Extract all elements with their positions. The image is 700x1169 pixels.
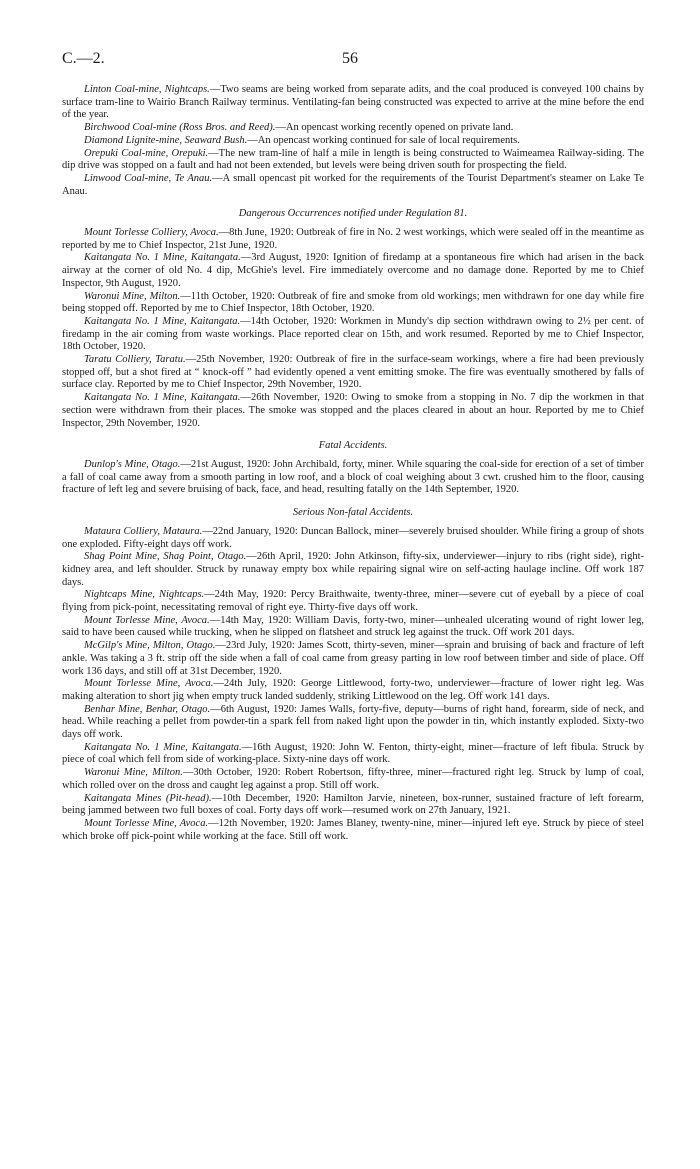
entry-text: —14th October, 1920: Workmen in Mundy's dip section withdrawn owing to 2½ per cent. of firedamp in the air coming from waste workings. Place reported clear on 15th, and work resumed. Reported by me to Chief Inspector, 18th October, 1920.	[62, 315, 644, 353]
occurrence-paragraph	[62, 227, 644, 252]
occurrence-paragraph	[62, 291, 644, 316]
occurrence-paragraph	[62, 316, 644, 354]
entry-text: —An opencast working recently opened on private land.	[275, 122, 514, 134]
entry-text: —A small opencast pit worked for the requirements of the Tourist Department's steamer on Lake Te Anau.	[62, 172, 644, 197]
entry-title: Kaitangata No. 1 Mine, Kaitangata.	[84, 392, 241, 404]
entry-text: —24th May, 1920: Percy Braithwaite, twenty-three, miner—severe cut of eyeball by a piece of coal flying from pick-point, necessitating removal of right eye. Thirty-five days off work.	[62, 589, 644, 614]
entry-text: —14th May, 1920: William Davis, forty-two, miner—unhealed ulcerating wound of right lower leg, said to have been caused while trucking, when he slipped on flatsheet and struck leg against the truck. Off work 201 days.	[62, 614, 644, 639]
entry-title: Kaitangata Mines (Pit-head).	[84, 792, 212, 804]
entry-title: Linton Coal-mine, Nightcaps.	[84, 84, 210, 95]
mine-paragraph	[62, 84, 644, 122]
entry-text: —22nd January, 1920: Duncan Ballock, miner—severely bruised shoulder. While firing a group of shots one exploded. Fifty-eight days off work.	[62, 525, 644, 550]
entry-text: —3rd August, 1920: Ignition of firedamp at a spontaneous fire which had arisen in the back airway at the corner of old No. 4 dip, McGhie's level. Fire immediately overcome and no damage done. Reported by me to Chief Inspector, 9th August, 1920.	[62, 252, 644, 289]
entry-title: Shag Point Mine, Shag Point, Otago.	[84, 551, 247, 563]
dangerous-occurrences-section	[62, 227, 644, 430]
entry-text: —Two seams are being worked from separate adits, and the coal produced is conveyed 100 chains by surface tram-line to Wairio Branch Railway terminus. Ventilating-fan being constructed was expected to arrive at the mine before the end of the year.	[62, 84, 644, 121]
entry-title: Kaitangata No. 1 Mine, Kaitangata.	[84, 252, 241, 264]
mine-paragraph	[62, 135, 644, 148]
entry-title: Mount Torlesse Mine, Avoca.	[84, 817, 209, 829]
entry-text: —30th October, 1920: Robert Robertson, fifty-three, miner—fractured right leg. Struck by lump of coal, which rolled over on the dross and caught leg against a prop. Still off work.	[62, 767, 644, 791]
mine-paragraph	[62, 122, 644, 135]
entry-text: —An opencast working continued for sale of local requirements.	[247, 134, 520, 146]
entry-text: —16th August, 1920: John W. Fenton, thirty-eight, miner—fracture of left fibula. Struck by piece of coal which fell from side of working-place. Sixty-nine days off work.	[62, 741, 644, 766]
serious-accidents-section	[62, 526, 644, 844]
accident-paragraph	[62, 767, 644, 792]
intro-section	[62, 84, 644, 198]
entry-title: Benhar Mine, Benhar, Otago.	[84, 703, 211, 715]
entry-text: —8th June, 1920: Outbreak of fire in No. 2 west workings, which were sealed off in the meantime as reported by me to Chief Inspector, 21st June, 1920.	[62, 227, 644, 251]
occurrence-paragraph	[62, 392, 644, 430]
entry-title: Mount Torlesse Mine, Avoca.	[84, 614, 210, 626]
entry-title: Nightcaps Mine, Nightcaps.	[84, 589, 205, 601]
accident-paragraph	[62, 615, 644, 640]
occurrence-paragraph	[62, 354, 644, 392]
entry-text: —24th July, 1920: George Littlewood, forty-two, underviewer—fracture of lower right leg. Was making alteration to short jig when empty truck landed suddenly, striking Littlewood on the leg. Off work 141 days.	[62, 678, 644, 702]
entry-title: Mount Torlesse Colliery, Avoca.	[84, 227, 219, 239]
fatal-accidents-heading: Fatal Accidents.	[318, 440, 388, 452]
accident-paragraph	[62, 793, 644, 818]
fatal-accident-paragraph	[62, 459, 644, 497]
entry-title: Mount Torlesse Mine, Avoca.	[84, 678, 214, 690]
entry-text: —12th November, 1920: James Blaney, twenty-nine, miner—injured left eye. Struck by piece of steel which broke off pick-point while working at the face. Still off work.	[62, 817, 645, 842]
entry-title: Orepuki Coal-mine, Orepuki.	[84, 147, 209, 159]
entry-text: —10th December, 1920: Hamilton Jarvie, nineteen, box-runner, sustained fracture of left forearm, being jammed between two full boxes of coal. Forty days off work—resumed work on 27th January, 1921.	[62, 792, 644, 817]
accident-paragraph	[62, 640, 644, 678]
accident-paragraph	[62, 704, 644, 742]
entry-title: Taratu Colliery, Taratu.	[84, 354, 186, 366]
entry-text: —26th April, 1920: John Atkinson, fifty-six, underviewer—injury to ribs (right side), right-kidney area, and left shoulder. Struck by runaway empty box while repairing signal wire on self-acting haulage incline. Off work 187 days.	[62, 551, 644, 588]
entry-title: Kaitangata No. 1 Mine, Kaitangata.	[84, 315, 241, 327]
entry-text: —11th October, 1920: Outbreak of fire and smoke from old workings; men withdrawn for one day while fire being stopped off. Reported by me to Chief Inspector, 18th October, 1920.	[62, 290, 644, 315]
entry-text: —25th November, 1920: Outbreak of fire in the surface-seam workings, where a fire had been previously stopped off, but a shot fired at “ knock-off ” had evidently opened a vent emitting smoke. The fire was eventually smothered by falls of surface clay. Reported by me to Chief Inspector, 29th November, 1920.	[62, 354, 645, 391]
entry-title: Kaitangata No. 1 Mine, Kaitangata.	[84, 741, 242, 753]
dangerous-occurrences-heading: Dangerous Occurrences notified under Regulation 81.	[238, 208, 468, 220]
entry-title: Dunlop's Mine, Otago.	[84, 458, 181, 470]
entry-text: —23rd July, 1920: James Scott, thirty-seven, miner—sprain and bruising of back and fracture of left ankle. Was taking a 3 ft. strip off the side when a fall of coal came from greasy parting in low roof between timber and side of place. Off work 136 days, and still off at 31st December, 1920.	[62, 640, 644, 677]
entry-title: Waronui Mine, Milton.	[84, 767, 183, 779]
entry-text: —26th November, 1920: Owing to smoke from a stopping in No. 7 dip the workmen in that section were withdrawn from their places. The smoke was stopped and the places cleared in about an hour. Reported by me to Chief Inspector, 29th November, 1920.	[62, 392, 645, 429]
serious-accidents-heading: Serious Non-fatal Accidents.	[292, 507, 414, 519]
accident-paragraph	[62, 551, 644, 589]
accident-paragraph	[62, 818, 644, 843]
entry-title: Birchwood Coal-mine (Ross Bros. and Reed).	[84, 122, 276, 134]
entry-title: Linwood Coal-mine, Te Anau.	[84, 172, 213, 184]
entry-title: Waronui Mine, Milton.	[84, 290, 181, 302]
entry-text: —The new tram-line of half a mile in length is being constructed to Waimeamea Railway-siding. The dip drive was stopped on a fault and had not been extended, but levels were being driven south for prospecting the field.	[62, 147, 644, 172]
entry-title: Mataura Colliery, Mataura.	[84, 525, 203, 537]
entry-title: McGilp's Mine, Milton, Otago.	[84, 640, 216, 652]
mine-paragraph	[62, 173, 644, 198]
accident-paragraph	[62, 742, 644, 767]
page-header	[62, 50, 638, 70]
fatal-accidents-section	[62, 459, 644, 497]
entry-text: —21st August, 1920: John Archibald, forty, miner. While squaring the coal-side for erection of a set of timber a fall of coal came away from a smooth parting in low roof, and a block of coal weighing about 3 cwt. crushed him to the floor, causing fracture of left leg and severe bruising of back, face, and head, resulting fatally on the 14th September, 1920.	[62, 458, 644, 496]
entry-text: —6th August, 1920: James Walls, forty-five, deputy—burns of right hand, forearm, side of neck, and head. While reaching a pellet from powder-tin a spark fell from naked light upon the powder in tin, which instantly exploded. Sixty-two days off work.	[62, 703, 644, 741]
accident-paragraph	[62, 526, 644, 551]
page-body	[62, 84, 644, 843]
entry-title: Diamond Lignite-mine, Seaward Bush.	[84, 134, 248, 146]
occurrence-paragraph	[62, 252, 644, 290]
document-code: C.—2.	[62, 50, 105, 67]
mine-paragraph	[62, 148, 644, 173]
accident-paragraph	[62, 589, 644, 614]
page-number: 56	[342, 50, 358, 67]
accident-paragraph	[62, 678, 644, 703]
